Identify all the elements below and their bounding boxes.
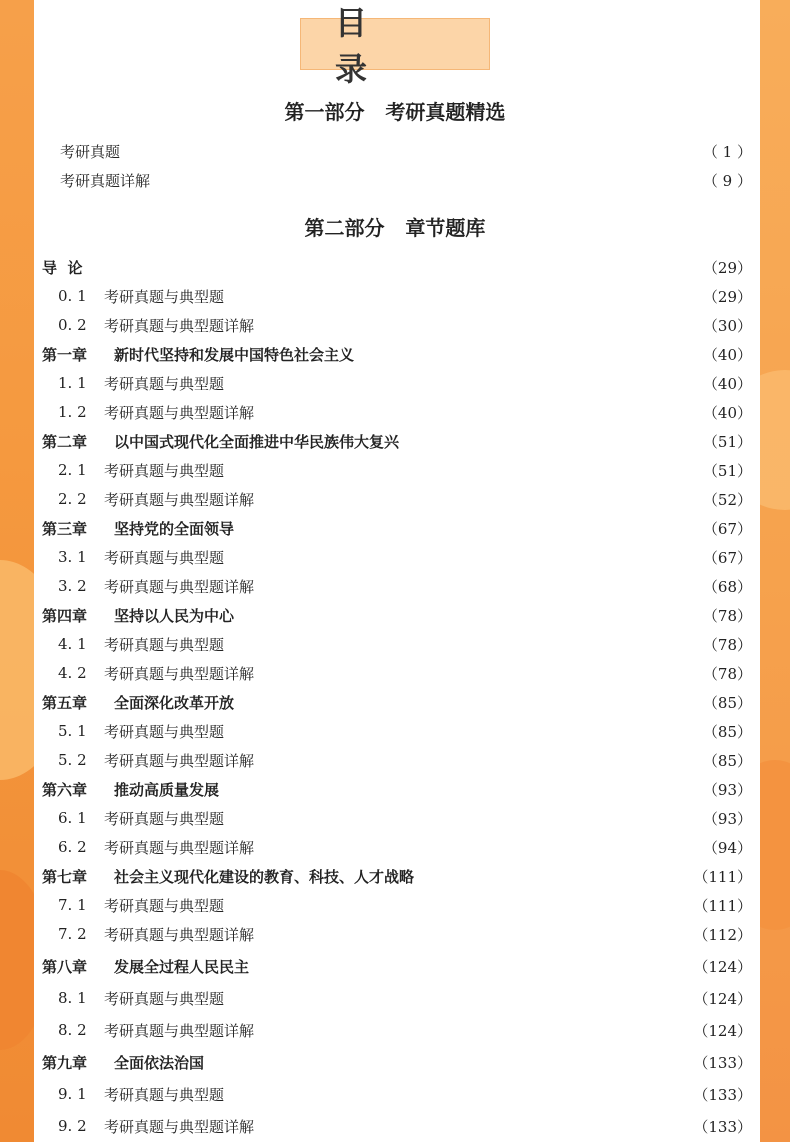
entry-page: （52） <box>702 490 752 509</box>
entry-page: （ 1 ） <box>702 142 752 161</box>
entry-label: 考研真题与典型题详解 <box>104 1021 255 1040</box>
entry-number: 6. 1 <box>58 809 87 827</box>
chapter-entry[interactable] <box>42 604 752 626</box>
dot-leader <box>228 894 689 916</box>
dot-leader <box>124 140 699 162</box>
entry-number: 8. 1 <box>58 989 87 1007</box>
entry-page: （94） <box>702 838 752 857</box>
dot-leader <box>118 256 699 278</box>
entry-number: 第三章 <box>42 519 88 538</box>
dot-leader <box>403 430 699 452</box>
entry-label: 考研真题详解 <box>60 171 151 190</box>
section-entry[interactable] <box>42 923 752 945</box>
dot-leader <box>418 865 689 887</box>
entry-label: 考研真题与典型题详解 <box>104 577 255 596</box>
part2-title: 第二部分 章节题库 <box>304 216 486 240</box>
dot-leader <box>258 488 699 510</box>
dot-leader <box>258 575 699 597</box>
entry-number: 0. 2 <box>58 316 87 334</box>
section-entry[interactable] <box>42 546 752 568</box>
section-entry[interactable] <box>42 1115 752 1137</box>
entry-label: 坚持以人民为中心 <box>114 606 235 625</box>
entry-page: （67） <box>702 519 752 538</box>
entry-label: 考研真题与典型题 <box>104 722 225 741</box>
dot-leader <box>228 285 699 307</box>
section-entry[interactable] <box>42 836 752 858</box>
background-right <box>756 0 790 1142</box>
dot-leader <box>228 987 689 1009</box>
entry-page: （ 9 ） <box>702 171 752 190</box>
entry-label: 以中国式现代化全面推进中华民族伟大复兴 <box>114 432 400 451</box>
entry-page: （78） <box>702 664 752 683</box>
entry-page: （124） <box>693 1021 752 1040</box>
chapter-entry[interactable] <box>42 256 752 278</box>
entry-label: 推动高质量发展 <box>114 780 220 799</box>
dot-leader <box>253 955 689 977</box>
entry-number: 0. 1 <box>58 287 87 305</box>
entry-label: 新时代坚持和发展中国特色社会主义 <box>114 345 355 364</box>
entry-label: 坚持党的全面领导 <box>114 519 235 538</box>
entry-page: （68） <box>702 577 752 596</box>
entry-label: 全面依法治国 <box>114 1053 205 1072</box>
dot-leader <box>258 836 699 858</box>
dot-leader <box>228 807 699 829</box>
entry-label: 考研真题 <box>60 142 121 161</box>
dot-leader <box>228 633 699 655</box>
section-entry[interactable] <box>42 488 752 510</box>
section-entry[interactable] <box>42 1019 752 1041</box>
dot-leader <box>228 720 699 742</box>
entry-page: （29） <box>702 258 752 277</box>
entry-page: （111） <box>693 867 752 886</box>
dot-leader <box>258 401 699 423</box>
entry-label: 考研真题与典型题详解 <box>104 925 255 944</box>
entry-number: 第五章 <box>42 693 88 712</box>
toc-entry[interactable] <box>42 169 752 191</box>
dot-leader <box>154 169 699 191</box>
chapter-entry[interactable] <box>42 430 752 452</box>
toc-title: 目 录 <box>335 4 402 88</box>
entry-label: 考研真题与典型题详解 <box>104 1117 255 1136</box>
entry-page: （85） <box>702 751 752 770</box>
entry-number: 1. 1 <box>58 374 87 392</box>
section-entry[interactable] <box>42 749 752 771</box>
toc-title-box <box>300 4 490 88</box>
entry-number: 5. 2 <box>58 751 87 769</box>
entry-number: 9. 1 <box>58 1085 87 1103</box>
entry-label: 考研真题与典型题 <box>104 461 225 480</box>
entry-page: （29） <box>702 287 752 306</box>
section-entry[interactable] <box>42 807 752 829</box>
entry-number: 3. 1 <box>58 548 87 566</box>
entry-page: （85） <box>702 693 752 712</box>
entry-label: 考研真题与典型题 <box>104 287 225 306</box>
entry-label: 考研真题与典型题 <box>104 548 225 567</box>
entry-number: 第一章 <box>42 345 88 364</box>
entry-page: （93） <box>702 809 752 828</box>
entry-number: 5. 1 <box>58 722 87 740</box>
entry-number: 4. 2 <box>58 664 87 682</box>
entry-label: 全面深化改革开放 <box>114 693 235 712</box>
dot-leader <box>238 691 699 713</box>
chapter-entry[interactable] <box>42 865 752 887</box>
dot-leader <box>238 604 699 626</box>
entry-number: 3. 2 <box>58 577 87 595</box>
section-entry[interactable] <box>42 314 752 336</box>
entry-page: （124） <box>693 989 752 1008</box>
entry-page: （124） <box>693 957 752 976</box>
section-entry[interactable] <box>42 720 752 742</box>
entry-page: （51） <box>702 461 752 480</box>
entry-number: 第九章 <box>42 1053 88 1072</box>
dot-leader <box>258 1019 689 1041</box>
entry-label: 考研真题与典型题 <box>104 896 225 915</box>
entry-page: （51） <box>702 432 752 451</box>
entry-label: 发展全过程人民民主 <box>114 957 250 976</box>
entry-number: 第四章 <box>42 606 88 625</box>
entry-page: （78） <box>702 635 752 654</box>
dot-leader <box>358 343 699 365</box>
entry-number: 第六章 <box>42 780 88 799</box>
entry-label: 考研真题与典型题详解 <box>104 403 255 422</box>
entry-number: 7. 2 <box>58 925 87 943</box>
entry-number: 2. 1 <box>58 461 87 479</box>
dot-leader <box>258 749 699 771</box>
entry-page: （40） <box>702 345 752 364</box>
entry-number: 2. 2 <box>58 490 87 508</box>
section-entry[interactable] <box>42 633 752 655</box>
entry-page: （67） <box>702 548 752 567</box>
entry-number: 1. 2 <box>58 403 87 421</box>
entry-page: （112） <box>693 925 752 944</box>
chapter-entry[interactable] <box>42 343 752 365</box>
entry-page: （40） <box>702 374 752 393</box>
entry-label: 考研真题与典型题详解 <box>104 751 255 770</box>
entry-label: 考研真题与典型题 <box>104 809 225 828</box>
entry-label: 考研真题与典型题 <box>104 989 225 1008</box>
chapter-entry[interactable] <box>42 691 752 713</box>
entry-number: 第八章 <box>42 957 88 976</box>
dot-leader <box>258 314 699 336</box>
dot-leader <box>258 923 689 945</box>
entry-number: 8. 2 <box>58 1021 87 1039</box>
entry-page: （78） <box>702 606 752 625</box>
entry-label: 考研真题与典型题 <box>104 374 225 393</box>
entry-number: 6. 2 <box>58 838 87 856</box>
section-entry[interactable] <box>42 575 752 597</box>
entry-number: 导 论 <box>42 258 83 277</box>
chapter-entry[interactable] <box>42 778 752 800</box>
dot-leader <box>228 372 699 394</box>
entry-page: （40） <box>702 403 752 422</box>
part1-title: 第一部分 考研真题精选 <box>284 100 506 124</box>
entry-number: 第七章 <box>42 867 88 886</box>
entry-label: 考研真题与典型题详解 <box>104 664 255 683</box>
section-entry[interactable] <box>42 987 752 1009</box>
entry-number: 7. 1 <box>58 896 87 914</box>
toc-entry[interactable] <box>42 140 752 162</box>
entry-label: 社会主义现代化建设的教育、科技、人才战略 <box>114 867 415 886</box>
dot-leader <box>238 517 699 539</box>
chapter-entry[interactable] <box>42 1051 752 1073</box>
section-entry[interactable] <box>42 459 752 481</box>
dot-leader <box>258 662 699 684</box>
dot-leader <box>258 1115 689 1137</box>
entry-label: 考研真题与典型题详解 <box>104 490 255 509</box>
entry-page: （133） <box>693 1117 752 1136</box>
entry-page: （133） <box>693 1053 752 1072</box>
section-entry[interactable] <box>42 894 752 916</box>
section-entry[interactable] <box>42 1083 752 1105</box>
entry-page: （85） <box>702 722 752 741</box>
entry-label: 考研真题与典型题详解 <box>104 838 255 857</box>
dot-leader <box>228 546 699 568</box>
section-entry[interactable] <box>42 372 752 394</box>
entry-page: （111） <box>693 896 752 915</box>
entry-page: （133） <box>693 1085 752 1104</box>
section-entry[interactable] <box>42 285 752 307</box>
entry-label: 考研真题与典型题详解 <box>104 316 255 335</box>
entry-number: 4. 1 <box>58 635 87 653</box>
chapter-entry[interactable] <box>42 517 752 539</box>
entry-label: 考研真题与典型题 <box>104 635 225 654</box>
section-entry[interactable] <box>42 662 752 684</box>
section-entry[interactable] <box>42 401 752 423</box>
dot-leader <box>223 778 699 800</box>
entry-page: （30） <box>702 316 752 335</box>
dot-leader <box>228 459 699 481</box>
entry-page: （93） <box>702 780 752 799</box>
entry-number: 9. 2 <box>58 1117 87 1135</box>
entry-number: 第二章 <box>42 432 88 451</box>
dot-leader <box>208 1051 689 1073</box>
dot-leader <box>228 1083 689 1105</box>
chapter-entry[interactable] <box>42 955 752 977</box>
entry-label: 考研真题与典型题 <box>104 1085 225 1104</box>
